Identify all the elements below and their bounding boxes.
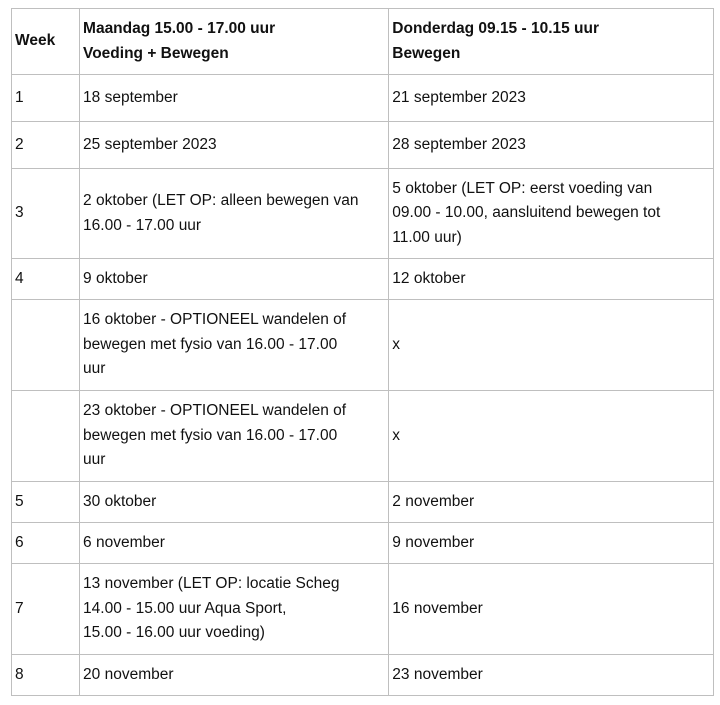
thursday-cell: x [389, 300, 714, 391]
week-cell [12, 300, 80, 391]
week-cell: 4 [12, 259, 80, 300]
thursday-cell: 23 november [389, 655, 714, 696]
monday-cell: 18 september [80, 75, 389, 122]
monday-cell: 25 september 2023 [80, 122, 389, 169]
week-cell: 5 [12, 482, 80, 523]
thursday-cell: x [389, 391, 714, 482]
table-row [12, 259, 714, 300]
thursday-cell: 12 oktober [389, 259, 714, 300]
header-row [12, 9, 714, 75]
table-row [12, 523, 714, 564]
thursday-cell: 28 september 2023 [389, 122, 714, 169]
thursday-cell: 16 november [389, 564, 714, 655]
monday-cell: 20 november [80, 655, 389, 696]
thursday-cell: 2 november [389, 482, 714, 523]
monday-cell: 6 november [80, 523, 389, 564]
thursday-cell: 21 september 2023 [389, 75, 714, 122]
monday-cell: 9 oktober [80, 259, 389, 300]
week-cell: 2 [12, 122, 80, 169]
table-row [12, 122, 714, 169]
monday-cell: 30 oktober [80, 482, 389, 523]
monday-cell: 16 oktober - OPTIONEEL wandelen of bewegen met fysio van 16.00 - 17.00 uur [80, 300, 389, 391]
week-cell: 6 [12, 523, 80, 564]
week-cell: 3 [12, 169, 80, 259]
thursday-cell: 5 oktober (LET OP: eerst voeding van 09.00 - 10.00, aansluitend bewegen tot 11.00 uur) [389, 169, 714, 259]
header-thursday: Donderdag 09.15 - 10.15 uur Bewegen [389, 9, 714, 75]
week-cell: 7 [12, 564, 80, 655]
table-row [12, 75, 714, 122]
table-row [12, 482, 714, 523]
monday-cell: 23 oktober - OPTIONEEL wandelen of bewegen met fysio van 16.00 - 17.00 uur [80, 391, 389, 482]
week-cell: 1 [12, 75, 80, 122]
table-row [12, 564, 714, 655]
week-cell: 8 [12, 655, 80, 696]
table-row [12, 169, 714, 259]
table-row [12, 300, 714, 391]
header-week: Week [12, 9, 80, 75]
thursday-cell: 9 november [389, 523, 714, 564]
monday-cell: 13 november (LET OP: locatie Scheg 14.00 - 15.00 uur Aqua Sport, 15.00 - 16.00 uur voeding) [80, 564, 389, 655]
table-row [12, 655, 714, 696]
monday-cell: 2 oktober (LET OP: alleen bewegen van 16.00 - 17.00 uur [80, 169, 389, 259]
header-monday: Maandag 15.00 - 17.00 uur Voeding + Bewegen [80, 9, 389, 75]
week-cell [12, 391, 80, 482]
schedule-table [11, 8, 714, 696]
table-row [12, 391, 714, 482]
